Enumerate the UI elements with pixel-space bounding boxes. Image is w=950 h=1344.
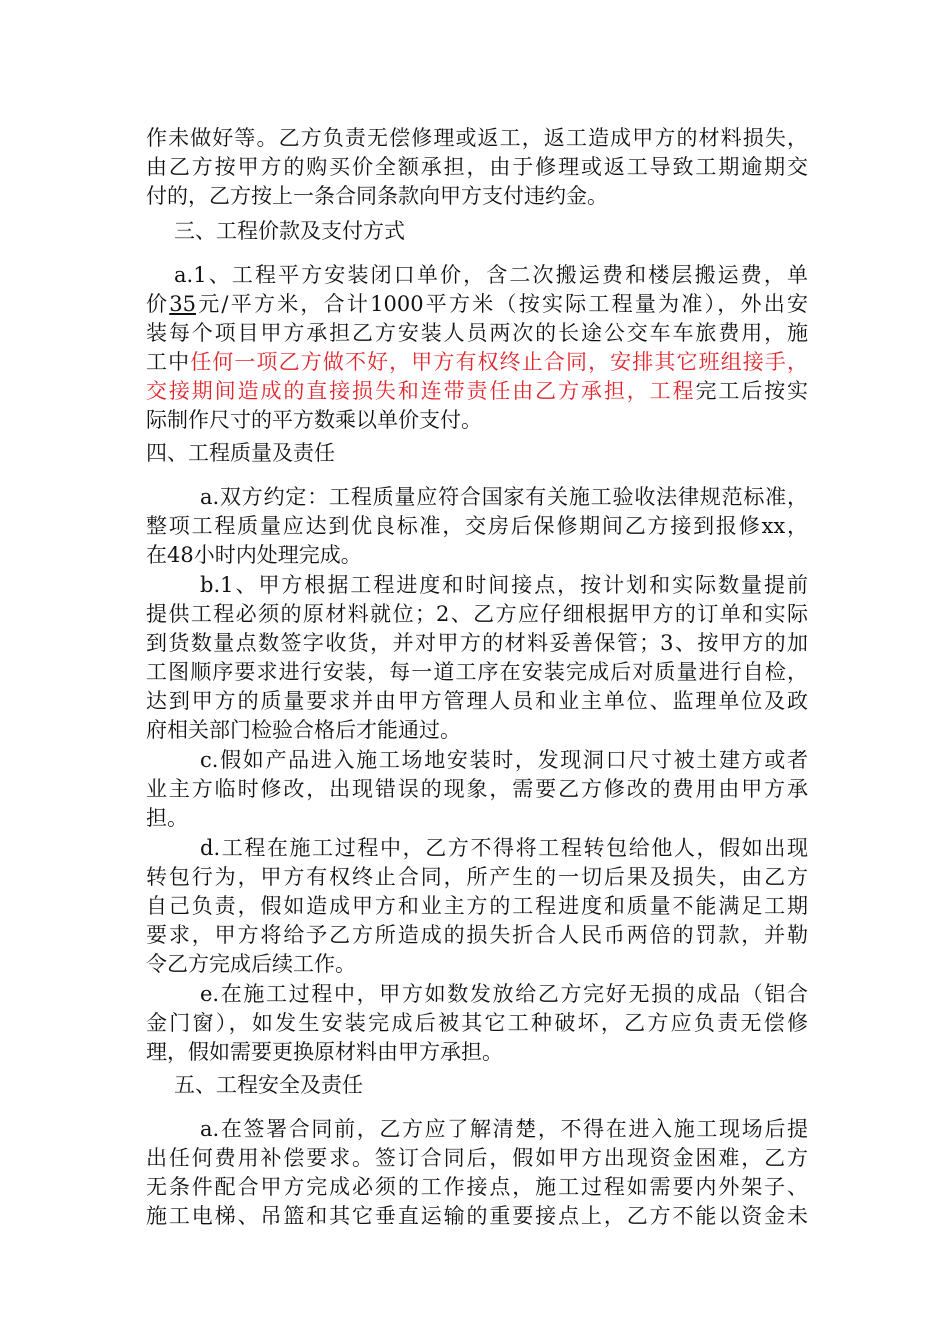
text-line: d.工程在施工过程中，乙方不得将工程转包给他人，假如出现 [200, 836, 808, 860]
text-line: 提供工程必须的原材料就位；2、乙方应仔细根据甲方的订单和实际 [146, 602, 808, 626]
text-line: 在48小时内处理完成。 [146, 543, 362, 567]
text-line: 业主方临时修改，出现错误的现象，需要乙方修改的费用由甲方承 [146, 777, 808, 801]
section-heading: 四、工程质量及责任 [146, 441, 335, 465]
text-line: 理，假如需要更换原材料由甲方承担。 [146, 1040, 503, 1064]
text-line: a.1、工程平方安装闭口单价，含二次搬运费和楼层搬运费，单 [174, 263, 808, 287]
section-heading: 三、工程价款及支付方式 [174, 219, 405, 243]
text-line: 施工电梯、吊篮和其它垂直运输的重要接点上，乙方不能以资金未 [146, 1204, 808, 1228]
text-span: 工中 [146, 350, 191, 374]
text-line: 付的，乙方按上一条合同条款向甲方支付违约金。 [146, 184, 608, 208]
text-line: e.在施工过程中，甲方如数发放给乙方完好无损的成品（铝合 [200, 982, 808, 1006]
text-line: 整项工程质量应达到优良标准，交房后保修期间乙方接到报修xx， [146, 514, 808, 538]
unit-price-value: 35 [169, 292, 196, 316]
text-span: 完工后按实 [695, 379, 809, 403]
highlighted-text: 任何一项乙方做不好，甲方有权终止合同，安排其它班组接手， [190, 350, 809, 374]
text-line: 府相关部门检验合格后才能通过。 [146, 718, 461, 742]
text-line: 金门窗），如发生安装完成后被其它工种破坏，乙方应负责无偿修 [146, 1011, 808, 1035]
text-line: 出任何费用补偿要求。签订合同后，假如甲方出现资金困难，乙方 [146, 1146, 808, 1170]
text-line: 担。 [146, 806, 188, 830]
text-line: c.假如产品进入施工场地安装时，发现洞口尺寸被土建方或者 [200, 748, 808, 772]
text-line: 令乙方完成后续工作。 [146, 952, 356, 976]
text-line: 转包行为，甲方有权终止合同，所产生的一切后果及损失，由乙方 [146, 865, 808, 889]
text-line: a.在签署合同前，乙方应了解清楚，不得在进入施工现场后提 [200, 1117, 808, 1141]
text-span: 价 [146, 292, 170, 316]
text-line: 达到甲方的质量要求并由甲方管理人员和业主单位、监理单位及政 [146, 689, 808, 713]
text-line: b.1、甲方根据工程进度和时间接点，按计划和实际数量提前 [200, 573, 808, 597]
highlighted-text: 交接期间造成的直接损失和连带责任由乙方承担，工程 [146, 379, 696, 403]
text-span: 元/平方米，合计1000平方米（按实际工程量为准），外出安 [195, 292, 808, 316]
text-line: 要求，甲方将给予乙方所造成的损失折合人民币两倍的罚款，并勒 [146, 923, 808, 947]
text-line: 到货数量点数签字收货，并对甲方的材料妥善保管；3、按甲方的加 [146, 631, 808, 655]
text-line: 工图顺序要求进行安装，每一道工序在安装完成后对质量进行自检， [146, 660, 808, 684]
section-heading: 五、工程安全及责任 [174, 1073, 363, 1097]
text-line: 由乙方按甲方的购买价全额承担，由于修理或返工导致工期逾期交 [146, 155, 808, 179]
text-line: 际制作尺寸的平方数乘以单价支付。 [146, 408, 482, 432]
text-line: 作未做好等。乙方负责无偿修理或返工，返工造成甲方的材料损失， [146, 126, 808, 150]
text-line: 无条件配合甲方完成必须的工作接点，施工过程如需要内外架子、 [146, 1175, 808, 1199]
text-line: a.双方约定：工程质量应符合国家有关施工验收法律规范标准， [200, 485, 808, 509]
text-line: 自己负责，假如造成甲方和业主方的工程进度和质量不能满足工期 [146, 894, 808, 918]
text-line: 装每个项目甲方承担乙方安装人员两次的长途公交车车旅费用，施 [146, 321, 808, 345]
